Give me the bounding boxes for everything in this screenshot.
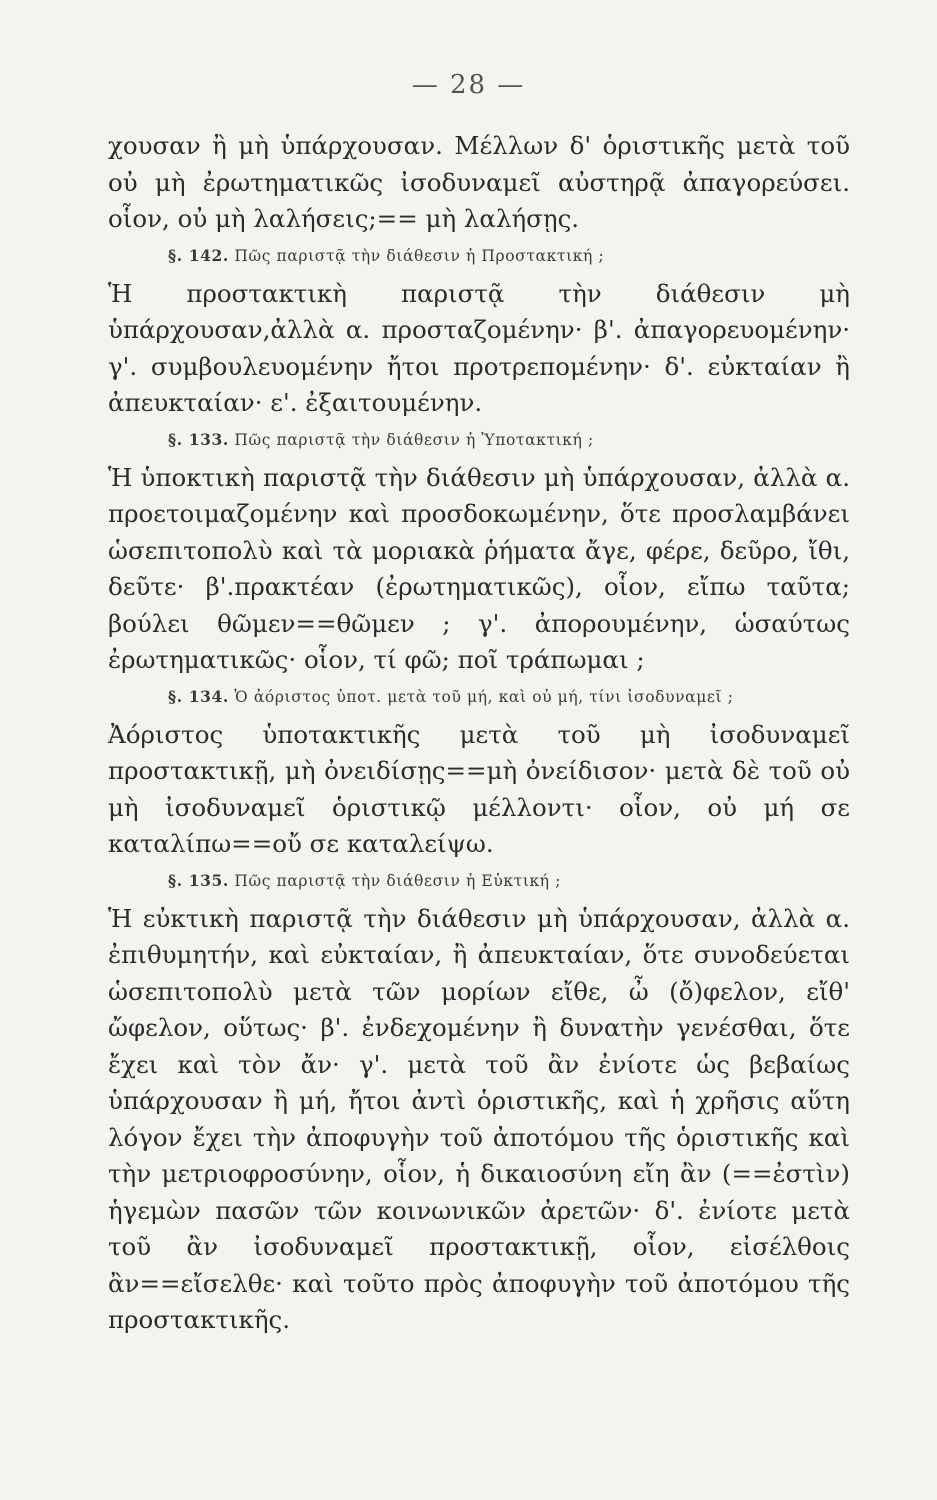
section-question: Ὁ ἀόριστος ὑποτ. μετὰ τοῦ μή, καὶ οὐ μή, τίνι ἰσοδυναμεῖ ; bbox=[234, 687, 734, 706]
paragraph: Ἡ προστακτικὴ παριστᾷ τὴν διάθεσιν μὴ ὑπάρχουσαν,ἀλλὰ α. προσταζομένην· β'. ἀπαγορευομένην· γ'. συμβουλευομένην ἤτοι προτρεπομένην· δ'. εὐκταίαν ἢ ἀπευκταίαν· ε'. ἐξαιτουμένην. bbox=[108, 278, 850, 417]
paragraph: Ἀόριστος ὑποτακτικῆς μετὰ τοῦ μὴ ἰσοδυναμεῖ προστακτικῇ, μὴ ὀνειδίσῃς==μὴ ὀνείδισον· μετὰ δὲ τοῦ οὐ μὴ ἰσοδυναμεῖ ὁριστικῷ μέλλοντι· οἷον, οὐ μή σε καταλίπω==οὔ σε καταλείψω. bbox=[108, 719, 850, 858]
section-question: Πῶς παριστᾷ τὴν διάθεσιν ἡ Ὑποτακτική ; bbox=[234, 430, 594, 449]
section-heading bbox=[168, 869, 850, 893]
body-text bbox=[108, 128, 850, 1339]
paragraph: Ἡ ὑποκτικὴ παριστᾷ τὴν διάθεσιν μὴ ὑπάρχουσαν, ἀλλὰ α. προετοιμαζομένην καὶ προσδοκωμένην, ὅτε προσλαμβάνει ὡσεπιτοπολὺ καὶ τὰ μοριακὰ ῥήματα ἄγε, φέρε, δεῦρο, ἴθι, δεῦτε· β'.πρακτέαν (ἐρωτηματικῶς), οἷον, εἴπω ταῦτα; βούλει θῶμεν==θῶμεν ; γ'. ἀπορουμένην, ὡσαύτως ἐρωτηματικῶς· οἷον, τί φῶ; ποῖ τράπωμαι ; bbox=[108, 462, 850, 674]
section-heading bbox=[168, 428, 850, 452]
page-number: — 28 — bbox=[411, 70, 526, 100]
section-number: §. 142. bbox=[168, 245, 229, 265]
paragraph: χουσαν ἢ μὴ ὑπάρχουσαν. Μέλλων δ' ὁριστικῆς μετὰ τοῦ οὐ μὴ ἐρωτηματικῶς ἰσοδυναμεῖ αὐστηρᾷ ἀπαγορεύσει. οἷον, οὐ μὴ λαλήσεις;== μὴ λαλήσῃς. bbox=[108, 131, 850, 233]
paragraph: Ἡ εὐκτικὴ παριστᾷ τὴν διάθεσιν μὴ ὑπάρχουσαν, ἀλλὰ α. ἐπιθυμητήν, καὶ εὐκταίαν, ἢ ἀπευκταίαν, ὅτε συνοδεύεται ὡσεπιτοπολὺ μετὰ τῶν μορίων εἴθε, ὦ (ὄ)φελον, εἴθ' ὤφελον, οὕτως· β'. ἐνδεχομένην ἢ δυνατὴν γενέσθαι, ὅτε ἔχει καὶ τὸν ἄν· γ'. μετὰ τοῦ ἂν ἐνίοτε ὡς βεβαίως ὑπάρχουσαν ἢ μή, ἤτοι ἀντὶ ὁριστικῆς, καὶ ἡ χρῆσις αὕτη λόγον ἔχει τὴν ἀποφυγὴν τοῦ ἀποτόμου τῆς ὁριστικῆς καὶ τὴν μετριοφροσύνην, οἷον, ἡ δικαιοσύνη εἴη ἂν (==ἐστὶν) ἡγεμὼν πασῶν τῶν κοινωνικῶν ἀρετῶν· δ'. ἐνίοτε μετὰ τοῦ ἂν ἰσοδυναμεῖ προστακτικῇ, οἷον, εἰσέλθοις ἂν==εἴσελθε· καὶ τοῦτο πρὸς ἀποφυγὴν τοῦ ἀποτόμου τῆς προστακτικῆς. bbox=[108, 903, 850, 1334]
section-number: §. 133. bbox=[168, 429, 229, 449]
section-number: §. 134. bbox=[168, 686, 229, 706]
section-number: §. 135. bbox=[168, 870, 229, 890]
section-heading bbox=[168, 685, 850, 709]
section-heading bbox=[168, 244, 850, 268]
section-question: Πῶς παριστᾷ τὴν διάθεσιν ἡ Προστακτική ; bbox=[234, 246, 605, 265]
section-question: Πῶς παριστᾷ τὴν διάθεσιν ἡ Εὐκτική ; bbox=[234, 871, 562, 890]
